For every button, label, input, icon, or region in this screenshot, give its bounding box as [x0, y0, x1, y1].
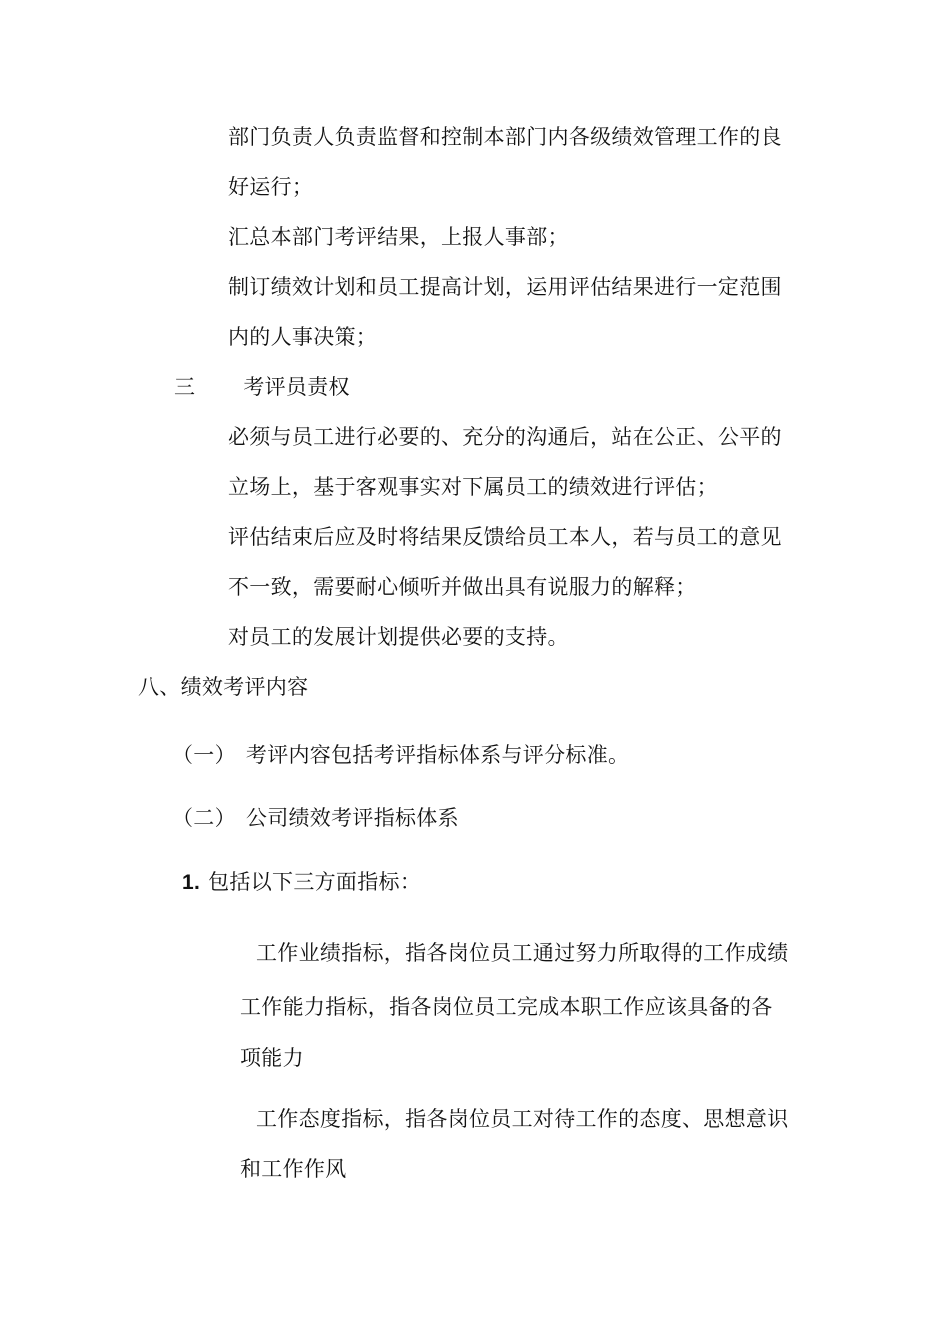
indicator-line: 和工作作风 [240, 1157, 347, 1181]
paragraph-line: 必须与员工进行必要的、充分的沟通后，站在公正、公平的 [228, 425, 782, 449]
section-heading-three [174, 372, 350, 402]
paragraph-line: 不一致，需要耐心倾听并做出具有说服力的解释； [228, 575, 697, 599]
item-1-marker: 1. [182, 871, 201, 894]
paragraph-line: 汇总本部门考评结果，上报人事部； [228, 225, 569, 249]
item-two-text: 公司绩效考评指标体系 [245, 806, 459, 830]
section-title: 考评员责权 [243, 375, 350, 399]
paragraph-line: 内的人事决策； [228, 325, 378, 349]
section-number: 三 [174, 375, 196, 399]
paragraph-line: 好运行； [228, 175, 314, 199]
item-one [172, 740, 629, 770]
paragraph-line: 部门负责人负责监督和控制本部门内各级绩效管理工作的良 [228, 125, 782, 149]
paragraph-line: 评估结束后应及时将结果反馈给员工本人，若与员工的意见 [228, 525, 782, 549]
indicator-line: 工作业绩指标，指各岗位员工通过努力所取得的工作成绩 [256, 941, 789, 965]
item-one-text: 考评内容包括考评指标体系与评分标准。 [245, 743, 630, 767]
item-two-marker: （二） [172, 806, 236, 830]
chapter-heading: 八、绩效考评内容 [138, 675, 309, 699]
paragraph-line: 制订绩效计划和员工提高计划，运用评估结果进行一定范围 [228, 275, 782, 299]
paragraph-line: 对员工的发展计划提供必要的支持。 [228, 625, 569, 649]
indicator-line: 工作态度指标，指各岗位员工对待工作的态度、思想意识 [256, 1107, 789, 1131]
indicator-line: 工作能力指标，指各岗位员工完成本职工作应该具备的各 [240, 995, 773, 1019]
item-1 [182, 867, 421, 898]
item-two [172, 803, 459, 833]
indicator-line: 项能力 [240, 1046, 304, 1070]
paragraph-line: 立场上，基于客观事实对下属员工的绩效进行评估； [228, 475, 718, 499]
item-1-text: 包括以下三方面指标： [208, 870, 422, 894]
item-one-marker: （一） [172, 743, 236, 767]
